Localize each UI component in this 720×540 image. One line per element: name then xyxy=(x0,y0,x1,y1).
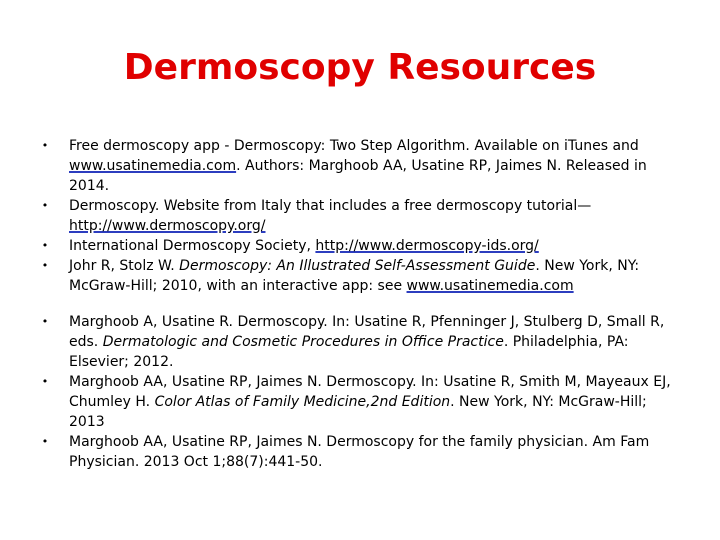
bullet-icon: • xyxy=(41,315,49,328)
bullet-icon: • xyxy=(41,199,49,212)
reference-text: . New York, NY: McGraw-Hill; 2013 xyxy=(69,394,647,430)
book-title: Dermatologic and Cosmetic Procedures in Office Practice xyxy=(102,334,504,350)
reference-item-afp xyxy=(40,432,680,472)
reference-list xyxy=(40,136,680,472)
reference-item-color-atlas xyxy=(40,372,680,432)
reference-text: International Dermoscopy Society, xyxy=(69,238,316,254)
book-title: Dermoscopy: An Illustrated Self-Assessment Guide xyxy=(179,258,536,274)
reference-text: Marghoob A, Usatine R. Dermoscopy. In: Usatine R, Pfenninger J, Stulberg D, Small R, eds. xyxy=(69,314,665,350)
usatinemedia-link[interactable]: www.usatinemedia.com xyxy=(406,278,574,294)
reference-text: Dermoscopy. Website from Italy that includes a free dermoscopy tutorial— xyxy=(69,198,592,214)
bullet-icon: • xyxy=(41,259,49,272)
reference-text: Johr R, Stolz W. xyxy=(69,258,180,274)
reference-item-ids xyxy=(40,236,680,256)
dermoscopy-ids-link[interactable]: http://www.dermoscopy-ids.org/ xyxy=(315,238,539,254)
usatinemedia-link[interactable]: www.usatinemedia.com xyxy=(69,158,237,174)
reference-text: Free dermoscopy app - Dermoscopy: Two Step Algorithm. Available on iTunes and xyxy=(69,138,639,154)
bullet-icon: • xyxy=(41,375,49,388)
dermoscopy-org-link[interactable]: http://www.dermoscopy.org/ xyxy=(69,218,266,234)
bullet-icon: • xyxy=(41,435,49,448)
reference-text: . Philadelphia, PA: Elsevier; 2012. xyxy=(69,334,629,370)
reference-text: Marghoob AA, Usatine RP, Jaimes N. Dermoscopy. In: Usatine R, Smith M, Mayeaux EJ, Chumley H. xyxy=(69,374,671,410)
reference-item-app xyxy=(40,136,680,196)
reference-text: . New York, NY: McGraw-Hill; 2010, with an interactive app: see xyxy=(69,258,640,294)
reference-item-dermoscopy-org xyxy=(40,196,680,236)
reference-text: . Authors: Marghoob AA, Usatine RP, Jaimes N. Released in 2014. xyxy=(69,158,647,194)
book-title: Color Atlas of Family Medicine,2nd Edition xyxy=(154,394,451,410)
bullet-icon: • xyxy=(41,239,49,252)
reference-item-johr xyxy=(40,256,680,296)
reference-text: Marghoob AA, Usatine RP, Jaimes N. Dermoscopy for the family physician. Am Fam Physician. 2013 Oct 1;88(7):441-50. xyxy=(69,434,650,470)
page-title: Dermoscopy Resources xyxy=(123,47,597,88)
bullet-icon: • xyxy=(41,139,49,152)
reference-item-procedures xyxy=(40,312,680,372)
